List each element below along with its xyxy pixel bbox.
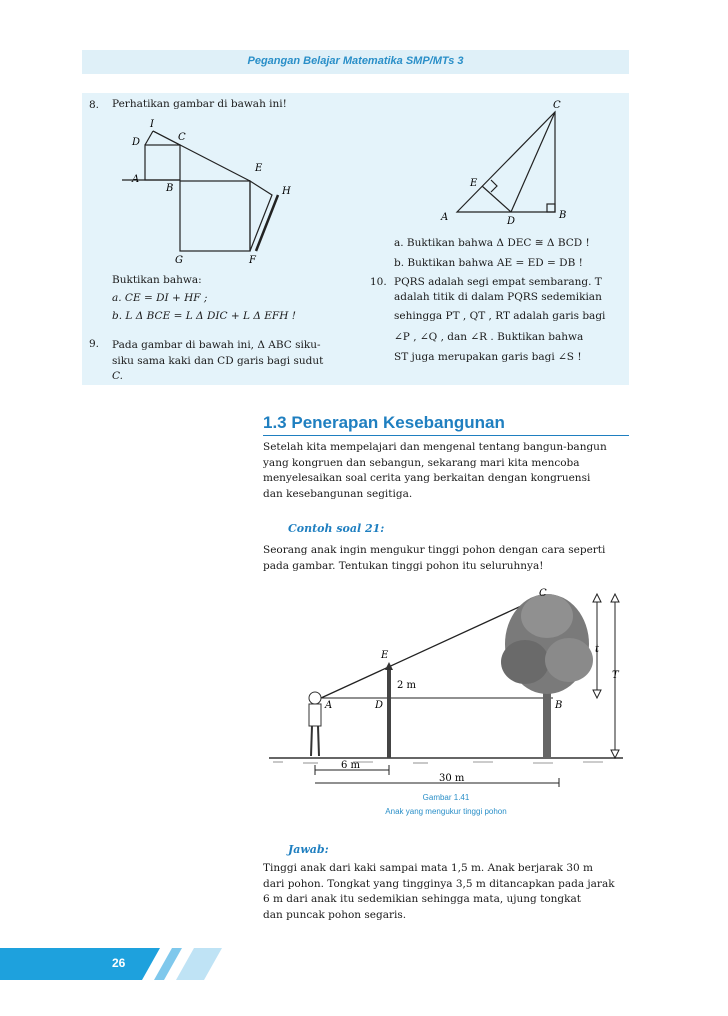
fig-label-big-t: T [612, 670, 619, 681]
q8-item-a: a. CE = DI + HF ; [112, 292, 208, 304]
example-title: Contoh soal 21: [288, 522, 385, 535]
q8-item-b: b. L Δ BCE = L Δ DIC + L Δ EFH ! [112, 310, 296, 322]
q9-label-a: A [441, 212, 449, 223]
q9-triangle [457, 112, 555, 212]
header-title: Pegangan Belajar Matematika SMP/MTs 3 [247, 55, 464, 67]
fig-label-stick: 2 m [397, 680, 417, 691]
q8-number: 8. [89, 99, 100, 111]
q8-label-c: C [178, 132, 186, 143]
fig-label-6m: 6 m [341, 760, 361, 771]
q10-line-1: PQRS adalah segi empat sembarang. T [394, 276, 602, 288]
q9-line-2: siku sama kaki dan CD garis bagi sudut [112, 355, 324, 367]
fig-label-t: t [595, 644, 600, 655]
stick [387, 666, 391, 758]
q8-prompt: Perhatikan gambar di bawah ini! [112, 98, 287, 110]
section-title: 1.3 Penerapan Kesebangunan [263, 413, 505, 432]
q9-label-b: B [559, 210, 567, 221]
q8-label-g: G [175, 255, 183, 266]
fig-label-a: A [325, 700, 333, 711]
fig-label-30m: 30 m [439, 773, 465, 784]
answer-title: Jawab: [288, 843, 329, 856]
fig-label-e: E [381, 650, 389, 661]
q8-large-square [180, 181, 250, 251]
answer-line: dari pohon. Tongkat yang tingginya 3,5 m ditancapkan pada jarak [263, 877, 615, 890]
intro-line: Setelah kita mempelajari dan mengenal tentang bangun-bangun [263, 441, 607, 453]
figure-caption-text: Anak yang mengukur tinggi pohon [385, 807, 507, 816]
q10-number: 10. [370, 276, 387, 288]
q9-label-d: D [507, 216, 516, 226]
q8-label-d: D [132, 137, 141, 148]
q9-item-a: a. Buktikan bahwa Δ DEC ≅ Δ BCD ! [394, 237, 590, 249]
example-line: pada gambar. Tentukan tinggi pohon itu seluruhnya! [263, 559, 544, 572]
q10-line-2: adalah titik di dalam PQRS sedemikian [394, 291, 602, 303]
intro-line: yang kongruen dan sebangun, sekarang mari kita mencoba [263, 456, 580, 469]
example-text [263, 543, 629, 574]
child-figure [309, 692, 321, 756]
section-underline [263, 435, 629, 436]
q9-line-1: Pada gambar di bawah ini, Δ ABC siku- [112, 339, 321, 351]
q8-figure [122, 111, 322, 266]
q9-line-3: C. [112, 370, 123, 382]
fig-label-c: C [539, 588, 547, 599]
intro-line: dan kesebangunan segitiga. [263, 487, 413, 500]
q9-figure [437, 98, 577, 226]
q8-label-a: A [132, 174, 140, 185]
tree-figure [263, 582, 629, 787]
answer-line: dan puncak pohon segaris. [263, 908, 407, 921]
q9-label-e: E [470, 178, 478, 189]
answer-line: Tinggi anak dari kaki sampai mata 1,5 m. Anak berjarak 30 m [263, 862, 594, 874]
q8-label-h: H [282, 186, 291, 197]
q10-line-4: ∠P , ∠Q , dan ∠R . Buktikan bahwa [394, 331, 584, 343]
q8-small-square [145, 145, 180, 180]
figure-caption-number: Gambar 1.41 [422, 793, 470, 802]
q8-prove-label: Buktikan bahwa: [112, 274, 202, 286]
tree [501, 594, 593, 758]
q10-line-5: ST juga merupakan garis bagi ∠S ! [394, 351, 582, 363]
q8-label-e: E [255, 163, 263, 174]
q9-label-c: C [553, 100, 561, 111]
answer-text [263, 861, 629, 923]
section-intro [263, 440, 629, 502]
running-header [82, 50, 629, 74]
fig-label-d: D [375, 700, 384, 711]
q8-label-i: I [150, 119, 154, 130]
exercise-box [82, 93, 629, 385]
q8-label-b: B [166, 183, 174, 194]
answer-line: 6 m dari anak itu sedemikian sehingga mata, ujung tongkat [263, 893, 581, 905]
q9-number: 9. [89, 338, 100, 350]
q8-label-f: F [249, 255, 256, 266]
q10-line-3: sehingga PT , QT , RT adalah garis bagi [394, 310, 606, 322]
intro-line: menyelesaikan soal cerita yang berkaitan dengan kongruensi [263, 472, 591, 484]
page-number: 26 [112, 956, 126, 970]
fig-label-b: B [555, 700, 563, 711]
q9-item-b: b. Buktikan bahwa AE = ED = DB ! [394, 257, 583, 269]
example-line: Seorang anak ingin mengukur tinggi pohon dengan cara seperti [263, 544, 606, 556]
